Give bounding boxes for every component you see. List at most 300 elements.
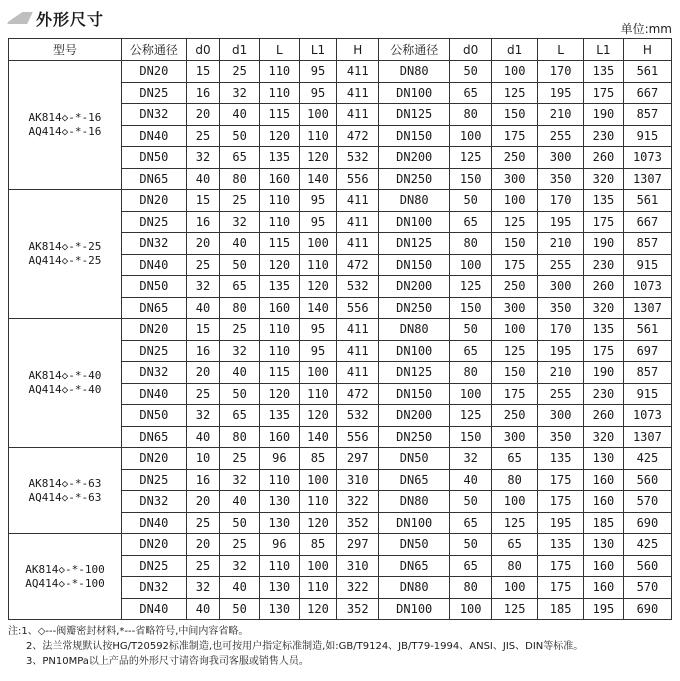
table-cell: 532 [337,276,379,298]
table-cell: 160 [584,469,624,491]
table-cell: 120 [299,147,337,169]
table-cell: DN25 [121,340,186,362]
section-marker-icon [7,12,33,24]
table-cell: 175 [492,254,538,276]
table-cell: 65 [450,512,492,534]
table-cell: 100 [299,104,337,126]
table-cell: 697 [623,340,671,362]
footnotes [8,624,678,669]
table-cell: 40 [220,104,260,126]
table-cell: 195 [538,82,584,104]
column-header: d1 [220,39,260,61]
table-cell: 50 [450,319,492,341]
table-cell: 411 [337,211,379,233]
table-cell: 1073 [623,276,671,298]
column-header: d0 [186,39,219,61]
table-cell: DN150 [379,125,450,147]
table-cell: 32 [186,147,219,169]
table-cell: 120 [299,405,337,427]
table-cell: 40 [186,297,219,319]
table-cell: DN65 [121,168,186,190]
table-cell: 80 [450,577,492,599]
table-cell: 560 [623,555,671,577]
table-cell: 110 [259,340,299,362]
table-cell: 185 [538,598,584,620]
table-cell: 120 [299,598,337,620]
table-cell: 175 [584,82,624,104]
table-cell: 352 [337,512,379,534]
table-cell: DN20 [121,319,186,341]
table-cell: 297 [337,534,379,556]
table-cell: 185 [584,512,624,534]
table-cell: DN100 [379,82,450,104]
table-cell: 32 [220,555,260,577]
table-cell: DN50 [121,276,186,298]
table-cell: 100 [450,254,492,276]
table-cell: 230 [584,383,624,405]
table-cell: 50 [450,491,492,513]
table-cell: 195 [538,340,584,362]
table-cell: 95 [299,340,337,362]
table-cell: 411 [337,233,379,255]
table-cell: 25 [186,555,219,577]
table-cell: 135 [538,448,584,470]
table-cell: 160 [584,555,624,577]
table-cell: 210 [538,362,584,384]
table-cell: 25 [220,534,260,556]
footnote: 3、PN10MPa以上产品的外形尺寸请咨询我司客服或销售人员。 [26,656,309,667]
table-cell: 255 [538,383,584,405]
model-name: AQ414◇-*-16 [28,125,102,138]
table-cell: 100 [492,491,538,513]
table-cell: 210 [538,104,584,126]
table-cell: 857 [623,104,671,126]
table-cell: 175 [538,469,584,491]
table-cell: DN100 [379,598,450,620]
table-cell: 160 [584,491,624,513]
table-cell: 556 [337,426,379,448]
table-cell: 411 [337,61,379,83]
table-cell: 125 [492,598,538,620]
table-cell: DN32 [121,491,186,513]
table-cell: 556 [337,297,379,319]
column-header: 公称通径 [121,39,186,61]
table-cell: DN80 [379,319,450,341]
table-cell: 170 [538,319,584,341]
table-cell: 1073 [623,405,671,427]
table-cell: 20 [186,104,219,126]
table-cell: 175 [584,340,624,362]
model-name: AK814◇-*-25 [28,240,102,253]
table-cell: 300 [538,276,584,298]
table-cell: 472 [337,254,379,276]
table-cell: 110 [259,61,299,83]
table-cell: 857 [623,233,671,255]
table-cell: 65 [220,276,260,298]
table-cell: 120 [299,276,337,298]
table-cell: 15 [186,190,219,212]
model-cell [9,448,122,534]
model-name: AK814◇-*-16 [28,111,102,124]
table-cell: 110 [299,577,337,599]
table-cell: 100 [299,362,337,384]
table-cell: 100 [492,319,538,341]
table-cell: 110 [259,82,299,104]
table-cell: 32 [186,276,219,298]
table-cell: 80 [492,469,538,491]
table-cell: 1307 [623,297,671,319]
model-cell [9,534,122,620]
table-cell: 110 [259,555,299,577]
table-cell: 125 [450,147,492,169]
table-cell: 135 [584,319,624,341]
table-cell: 16 [186,211,219,233]
table-cell: 20 [186,534,219,556]
table-cell: 80 [450,362,492,384]
table-cell: 115 [259,104,299,126]
table-cell: 32 [220,340,260,362]
unit-label: 单位:mm [620,22,672,36]
table-cell: 100 [492,577,538,599]
table-cell: 125 [492,82,538,104]
table-cell: 160 [584,577,624,599]
model-name: AQ414◇-*-63 [28,490,102,504]
table-cell: 260 [584,276,624,298]
table-cell: 50 [220,512,260,534]
table-cell: DN50 [379,534,450,556]
table-cell: 95 [299,190,337,212]
table-cell: 411 [337,340,379,362]
table-cell: DN20 [121,190,186,212]
table-cell: 25 [186,125,219,147]
table-cell: 411 [337,82,379,104]
table-cell: 85 [299,534,337,556]
model-name: AK814◇-*-100 [25,562,105,576]
table-cell: 411 [337,319,379,341]
table-cell: 110 [299,254,337,276]
table-cell: 50 [220,383,260,405]
table-cell: 150 [450,426,492,448]
table-cell: 85 [299,448,337,470]
table-cell: DN32 [121,104,186,126]
table-cell: 32 [220,211,260,233]
table-cell: 110 [259,469,299,491]
table-cell: DN40 [121,512,186,534]
table-cell: DN32 [121,577,186,599]
table-cell: 350 [538,297,584,319]
table-cell: 130 [259,598,299,620]
column-header: H [623,39,671,61]
table-cell: DN80 [379,61,450,83]
table-cell: 425 [623,534,671,556]
table-cell: 320 [584,297,624,319]
table-cell: 170 [538,61,584,83]
table-cell: DN200 [379,147,450,169]
table-cell: 120 [259,383,299,405]
table-cell: 195 [538,512,584,534]
table-cell: DN150 [379,383,450,405]
footnote: 2、法兰常规默认按HG/T20592标准制造,也可按用户指定标准制造,如:GB/T9124、JB/T79-1994、ANSI、JIS、DIN等标准。 [26,641,584,652]
table-cell: 175 [538,555,584,577]
column-header: L [538,39,584,61]
table-cell: 915 [623,383,671,405]
table-cell: 411 [337,190,379,212]
table-cell: 570 [623,577,671,599]
section-title: 外形尺寸 [36,10,105,29]
table-cell: 472 [337,125,379,147]
table-cell: 195 [538,211,584,233]
table-cell: 32 [220,469,260,491]
table-cell: 20 [186,362,219,384]
table-cell: DN50 [121,405,186,427]
table-row [9,61,672,83]
table-cell: 32 [186,405,219,427]
table-cell: 160 [259,297,299,319]
section-header [6,4,674,38]
table-cell: 300 [492,297,538,319]
table-cell: 40 [450,469,492,491]
table-cell: 25 [186,383,219,405]
model-name: AQ414◇-*-100 [25,576,105,590]
table-cell: 125 [450,405,492,427]
table-cell: 230 [584,125,624,147]
table-cell: 561 [623,190,671,212]
table-cell: 560 [623,469,671,491]
table-cell: 140 [299,168,337,190]
table-cell: 40 [220,577,260,599]
table-cell: 915 [623,125,671,147]
table-cell: 50 [450,534,492,556]
model-cell [9,319,122,448]
table-cell: 125 [492,512,538,534]
table-cell: DN125 [379,233,450,255]
table-cell: DN25 [121,555,186,577]
table-cell: 160 [259,426,299,448]
table-cell: 65 [220,405,260,427]
model-name: AQ414◇-*-40 [28,383,102,396]
table-cell: DN40 [121,383,186,405]
table-cell: 175 [538,491,584,513]
table-cell: 190 [584,233,624,255]
table-cell: 16 [186,82,219,104]
table-cell: 310 [337,469,379,491]
table-cell: 300 [492,168,538,190]
table-cell: DN250 [379,297,450,319]
column-header: H [337,39,379,61]
table-cell: DN20 [121,534,186,556]
table-cell: DN250 [379,426,450,448]
table-cell: 80 [220,426,260,448]
table-cell: 300 [492,426,538,448]
table-cell: 556 [337,168,379,190]
table-cell: 100 [492,190,538,212]
table-cell: 190 [584,362,624,384]
table-cell: DN25 [121,211,186,233]
table-cell: 40 [220,491,260,513]
table-cell: 150 [450,168,492,190]
table-cell: DN250 [379,168,450,190]
table-cell: 320 [584,168,624,190]
model-name: AK814◇-*-63 [28,476,102,490]
table-cell: 352 [337,598,379,620]
table-cell: 50 [220,254,260,276]
table-cell: 65 [492,534,538,556]
table-cell: 667 [623,82,671,104]
table-cell: 667 [623,211,671,233]
table-cell: 100 [450,125,492,147]
table-cell: DN100 [379,512,450,534]
table-cell: 250 [492,405,538,427]
table-cell: DN150 [379,254,450,276]
table-row [9,448,672,470]
table-cell: 20 [186,491,219,513]
table-cell: 80 [492,555,538,577]
table-cell: 135 [259,276,299,298]
table-cell: 15 [186,61,219,83]
table-cell: 50 [220,125,260,147]
table-cell: 96 [259,534,299,556]
table-cell: DN25 [121,82,186,104]
table-cell: 170 [538,190,584,212]
table-cell: 32 [186,577,219,599]
table-cell: 25 [220,319,260,341]
table-cell: 40 [220,362,260,384]
table-cell: 100 [299,233,337,255]
table-cell: 110 [259,190,299,212]
table-cell: 255 [538,125,584,147]
table-cell: 65 [492,448,538,470]
table-cell: 40 [186,168,219,190]
table-cell: DN65 [121,426,186,448]
table-cell: 96 [259,448,299,470]
table-cell: 320 [584,426,624,448]
table-cell: 130 [259,491,299,513]
table-cell: 40 [186,598,219,620]
table-cell: 300 [538,147,584,169]
table-cell: 175 [492,383,538,405]
table-row [9,190,672,212]
table-cell: 25 [220,190,260,212]
table-cell: 532 [337,405,379,427]
table-cell: DN100 [379,340,450,362]
table-row [9,534,672,556]
table-cell: 857 [623,362,671,384]
table-cell: 425 [623,448,671,470]
table-cell: 140 [299,426,337,448]
table-cell: 50 [220,598,260,620]
table-cell: 110 [299,383,337,405]
table-cell: 230 [584,254,624,276]
table-cell: 120 [259,254,299,276]
table-cell: 250 [492,147,538,169]
table-cell: DN125 [379,104,450,126]
column-header: L1 [584,39,624,61]
table-cell: DN80 [379,577,450,599]
table-cell: 65 [220,147,260,169]
table-cell: DN25 [121,469,186,491]
table-cell: DN65 [121,297,186,319]
table-cell: 115 [259,362,299,384]
table-cell: 350 [538,426,584,448]
table-cell: 115 [259,233,299,255]
model-cell [9,190,122,319]
table-cell: DN32 [121,233,186,255]
table-cell: 120 [299,512,337,534]
table-cell: 16 [186,340,219,362]
table-cell: 32 [450,448,492,470]
table-cell: 260 [584,147,624,169]
table-cell: 95 [299,319,337,341]
table-cell: 125 [492,340,538,362]
table-cell: 130 [584,534,624,556]
table-cell: DN65 [379,469,450,491]
table-cell: 20 [186,233,219,255]
table-cell: 322 [337,577,379,599]
table-cell: 1307 [623,168,671,190]
table-cell: 120 [259,125,299,147]
table-cell: 1307 [623,426,671,448]
table-cell: DN40 [121,598,186,620]
table-cell: 411 [337,362,379,384]
table-cell: 130 [584,448,624,470]
table-cell: 250 [492,276,538,298]
column-header: d0 [450,39,492,61]
table-cell: 100 [492,61,538,83]
table-cell: 100 [299,469,337,491]
column-header: d1 [492,39,538,61]
table-cell: 561 [623,61,671,83]
table-cell: 135 [538,534,584,556]
table-cell: 561 [623,319,671,341]
table-cell: 690 [623,512,671,534]
table-cell: 690 [623,598,671,620]
table-cell: DN40 [121,125,186,147]
table-cell: 915 [623,254,671,276]
table-cell: 110 [259,211,299,233]
table-cell: 80 [220,168,260,190]
table-header-row [9,39,672,61]
table-cell: 135 [259,147,299,169]
table-cell: 25 [186,254,219,276]
table-cell: 195 [584,598,624,620]
table-cell: 130 [259,512,299,534]
table-cell: 65 [450,555,492,577]
table-cell: 110 [299,125,337,147]
table-cell: 300 [538,405,584,427]
dimension-table [8,38,672,620]
table-cell: 130 [259,577,299,599]
table-cell: 65 [450,340,492,362]
model-name: AK814◇-*-40 [28,369,102,382]
table-cell: 80 [220,297,260,319]
table-cell: 10 [186,448,219,470]
table-cell: 32 [220,82,260,104]
table-cell: 125 [492,211,538,233]
table-cell: 150 [492,362,538,384]
table-cell: 260 [584,405,624,427]
table-cell: 297 [337,448,379,470]
table-cell: 40 [186,426,219,448]
table-cell: DN20 [121,61,186,83]
table-cell: 16 [186,469,219,491]
table-cell: 40 [220,233,260,255]
table-cell: 350 [538,168,584,190]
table-cell: DN50 [379,448,450,470]
table-cell: DN80 [379,190,450,212]
table-cell: 100 [450,598,492,620]
table-cell: 1073 [623,147,671,169]
table-cell: 411 [337,104,379,126]
